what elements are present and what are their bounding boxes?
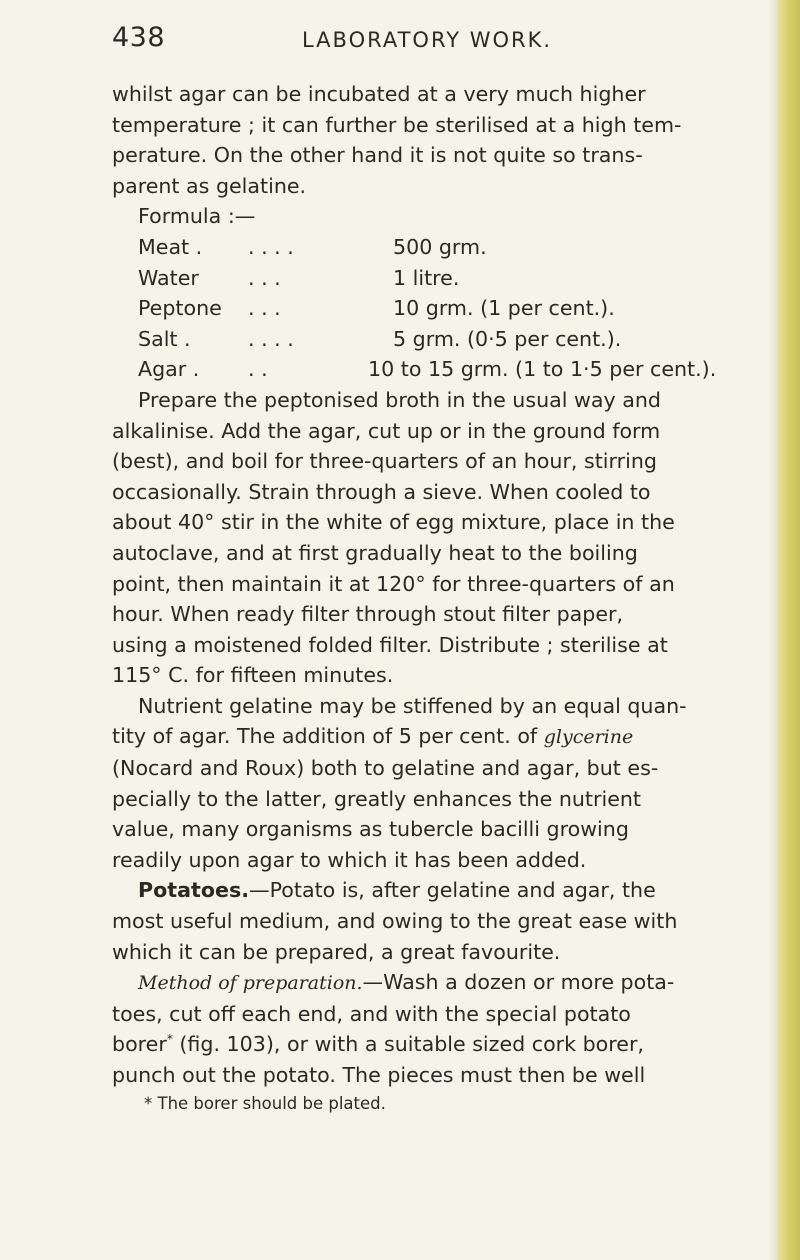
text-line: toes, cut off each end, and with the special potato [112,1001,631,1026]
text-line: perature. On the other hand it is not quite so trans- [112,143,643,168]
text-line: about 40° stir in the white of egg mixture, place in the [112,510,675,535]
text-line: which it can be prepared, a great favourite. [112,939,561,964]
text-line: (Nocard and Roux) both to gelatine and agar, but es- [112,756,659,781]
intro-paragraph [112,79,762,201]
text-line: punch out the potato. The pieces must then be well [112,1063,646,1087]
text-run: (fig. 103), or with a suitable sized cork borer, [172,1032,644,1057]
ingredient-amount: 10 to 15 grm. (1 to 1·5 per cent.). [368,357,717,382]
section-heading: Potatoes. [138,878,250,903]
page-number: 438 [112,22,166,53]
text-run: —Potato is, after gelatine and agar, the [249,878,656,903]
footnote: * The borer should be plated. [144,1093,386,1113]
text-line: point, then maintain it at 120° for three-quarters of an [112,571,675,596]
text-line: 115° C. for fifteen minutes. [112,663,394,688]
potatoes-paragraph [112,875,762,967]
text-line [112,721,762,753]
leader-dots: . . . [248,296,281,321]
method-heading: Method of preparation. [138,972,363,995]
ingredient-amount: 10 grm. (1 per cent.). [393,296,615,321]
text-line: most useful medium, and owing to the great ease with [112,909,678,934]
text-line [112,875,762,906]
ingredient-name: Salt . [138,326,191,351]
text-run: tity of agar. The addition of 5 per cent. of [112,724,538,749]
text-line: pecially to the latter, greatly enhances the nutrient [112,786,641,811]
text-line: temperature ; it can further be sterilised at a high tem- [112,112,682,137]
ingredient-name: Peptone [138,296,222,321]
text-line: hour. When ready filter through stout filter paper, [112,602,624,627]
leader-dots: . . . . [248,326,294,351]
ingredient-name: Water [138,265,199,290]
text-line [112,967,762,999]
text-line: Prepare the peptonised broth in the usual way and [138,387,661,412]
running-head: LABORATORY WORK. [302,28,553,52]
leader-dots: . . . . [248,234,294,259]
ingredient-name: Meat . [138,234,203,259]
prepare-paragraph [112,385,762,691]
page-edge [778,0,800,1260]
formula-row [138,354,762,385]
text-run: —Wash a dozen or more pota- [362,970,675,995]
text-line: Nutrient gelatine may be stiffened by an equal quan- [138,693,687,718]
text-line: occasionally. Strain through a sieve. When cooled to [112,479,651,504]
text-line: using a moistened folded filter. Distribute ; sterilise at [112,632,668,657]
text-line: value, many organisms as tubercle bacilli growing [112,817,629,842]
text-line [112,1029,762,1060]
page-edge-shadow [768,0,778,1260]
formula-label-text: Formula :— [138,204,256,229]
page-body [112,79,762,1115]
method-paragraph [112,967,762,1090]
text-line: readily upon agar to which it has been added. [112,847,587,872]
page-header [112,22,772,62]
leader-dots: . . [248,357,268,382]
text-line: (best), and boil for three-quarters of an hour, stirring [112,449,657,474]
text-line: whilst agar can be incubated at a very much higher [112,82,646,106]
ingredient-amount: 1 litre. [393,265,460,290]
footnote-mark: * [166,1032,173,1047]
text-line: alkalinise. Add the agar, cut up or in the ground form [112,418,661,443]
text-run: borer [112,1032,167,1057]
ingredient-name: Agar . [138,357,200,382]
text-line: autoclave, and at first gradually heat to the boiling [112,540,638,565]
formula-row [138,324,762,355]
nutrient-paragraph [112,691,762,876]
formula-row [138,263,762,294]
formula-row [138,232,762,263]
italic-term: glycerine [543,726,634,749]
formula-label [138,201,762,232]
formula-block [138,201,762,385]
leader-dots: . . . [248,265,281,290]
ingredient-amount: 500 grm. [393,234,487,259]
text-line: parent as gelatine. [112,173,307,198]
ingredient-amount: 5 grm. (0·5 per cent.). [393,326,622,351]
formula-row [138,293,762,324]
